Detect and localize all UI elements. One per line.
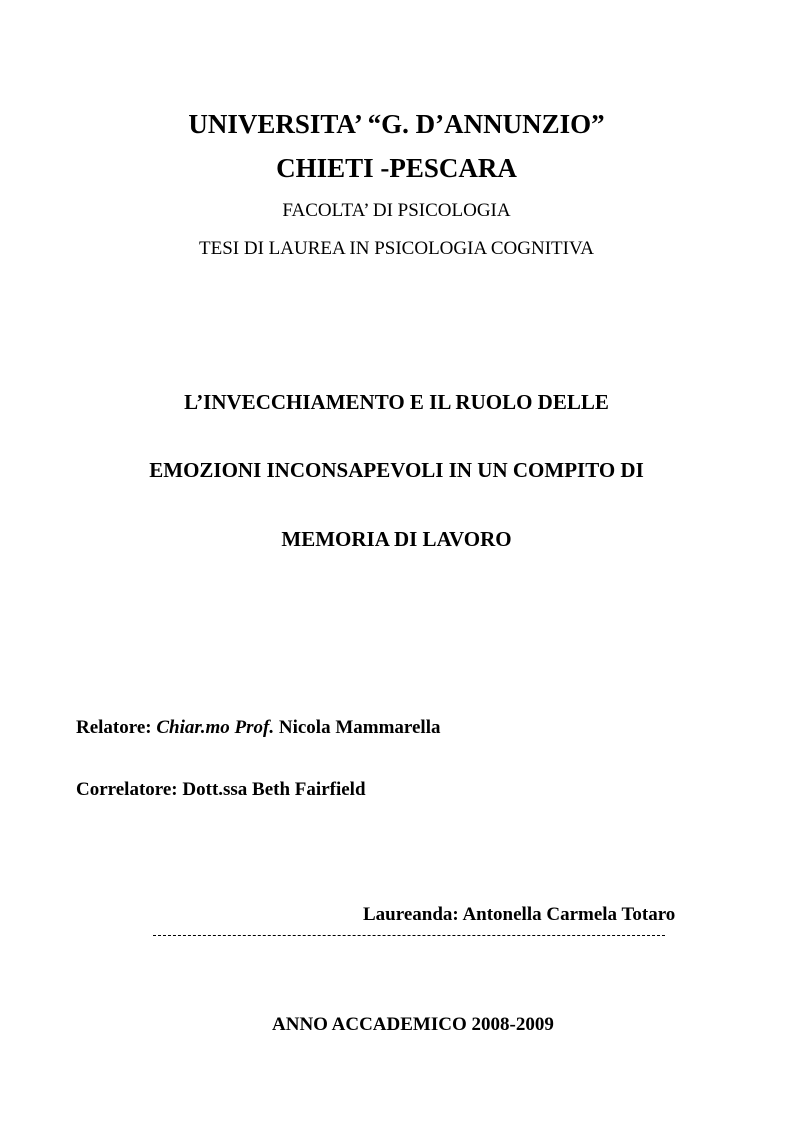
candidate-label: Laureanda: bbox=[363, 904, 459, 925]
thesis-type: TESI DI LAUREA IN PSICOLOGIA COGNITIVA bbox=[199, 238, 594, 259]
dashed-divider bbox=[153, 935, 665, 936]
university-city: CHIETI -PESCARA bbox=[276, 153, 517, 183]
candidate-line bbox=[363, 905, 675, 924]
academic-year: ANNO ACCADEMICO 2008-2009 bbox=[272, 1014, 554, 1035]
relatore-name: Nicola Mammarella bbox=[278, 717, 441, 738]
correlatore-label: Correlatore: bbox=[76, 779, 178, 800]
thesis-title-line-2: EMOZIONI INCONSAPEVOLI IN UN COMPITO DI bbox=[149, 458, 644, 482]
thesis-title-line-1: L’INVECCHIAMENTO E IL RUOLO DELLE bbox=[184, 390, 609, 414]
faculty-name: FACOLTA’ DI PSICOLOGIA bbox=[282, 200, 511, 221]
relatore-title: Chiar.mo Prof. bbox=[156, 717, 275, 738]
correlatore-name: Dott.ssa Beth Fairfield bbox=[182, 779, 366, 800]
correlatore-line bbox=[76, 780, 366, 799]
candidate-name: Antonella Carmela Totaro bbox=[462, 904, 676, 925]
thesis-title-line-3: MEMORIA DI LAVORO bbox=[281, 527, 512, 551]
university-name: UNIVERSITA’ “G. D’ANNUNZIO” bbox=[188, 109, 605, 139]
relatore-line bbox=[76, 718, 441, 737]
relatore-label: Relatore: bbox=[76, 717, 152, 738]
